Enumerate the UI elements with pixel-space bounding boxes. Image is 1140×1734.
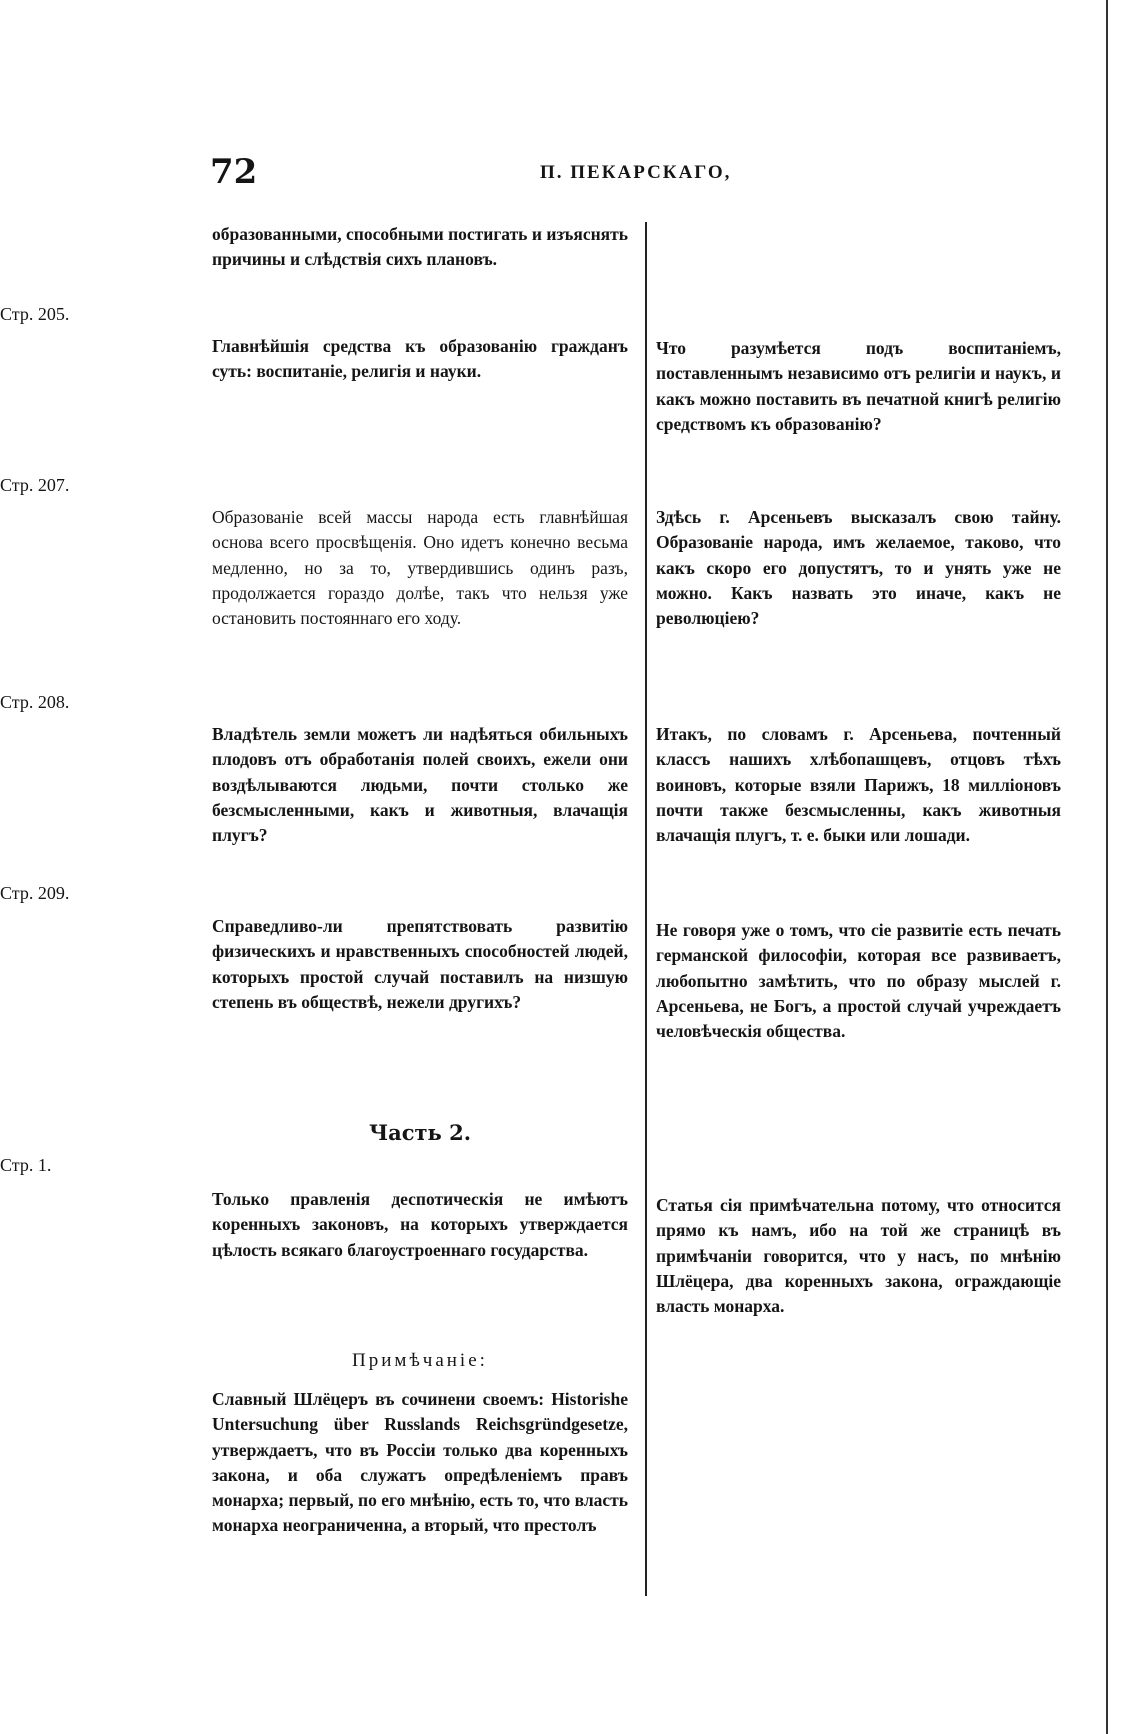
note-title: Примѣчаніе: [352, 1350, 488, 1371]
left-para-205-text: Главнѣйшія средства къ образованію гражданъ суть: воспитаніе, религія и науки. [212, 336, 628, 382]
left-para-207 [212, 505, 628, 631]
right-comment-209-text: Не говоря уже о томъ, что сіе развитіе есть печать германской философіи, которая все развиваетъ, любопытно замѣтить, что по образу мыслей г. Арсеньева, не Богъ, а простой случай учреждаетъ человѣческія общества. [656, 920, 1061, 1042]
left-note [212, 1387, 628, 1539]
ref-page-1: Стр. 1. [0, 1155, 52, 1175]
ref-page-209: Стр. 209. [0, 883, 70, 903]
column-divider [645, 222, 647, 1596]
left-para-208 [212, 722, 628, 848]
right-comment-205-text: Что разумѣется подъ воспитаніемъ, поставленнымъ независимо отъ религіи и наукъ, и какъ можно поставить въ печатной книгѣ религію средствомъ къ образованію? [656, 338, 1061, 434]
left-para-1 [212, 1187, 628, 1263]
ref-page-207: Стр. 207. [0, 475, 70, 495]
left-para-209-text: Справедливо-ли препятствовать развитію физическихъ и нравственныхъ способностей людей, которыхъ простой случай поставилъ на низшую степень въ обществѣ, нежели другихъ? [212, 916, 628, 1012]
right-comment-207-text: Здѣсь г. Арсеньевъ высказалъ свою тайну. Образованіе народа, имъ желаемое, таково, что какъ скоро его допустятъ, то и унять уже не можно. Какъ назвать это иначе, какъ не революціею? [656, 507, 1061, 629]
left-intro-text: образованными, способными постигать и изъяснять причины и слѣдствія сихъ плановъ. [212, 224, 628, 270]
left-para-208-text: Владѣтель земли можетъ ли надѣяться обильныхъ плодовъ отъ обработанія полей своихъ, ежели они воздѣлываются людьми, почти столько же безсмысленными, какъ и животныя, влачащія плугъ? [212, 724, 628, 846]
left-para-209 [212, 914, 628, 1015]
part-title: Часть 2. [368, 1120, 472, 1145]
right-comment-1 [656, 1193, 1061, 1319]
left-intro [212, 222, 628, 273]
page-number: 72 [210, 152, 258, 192]
page-header [210, 152, 1060, 202]
right-comment-207 [656, 505, 1061, 631]
left-para-205 [212, 334, 628, 385]
ref-page-205: Стр. 205. [0, 304, 70, 324]
right-comment-208-text: Итакъ, по словамъ г. Арсеньева, почтенный классъ нашихъ хлѣбопашцевъ, отцовъ тѣхъ воиновъ, которые взяли Парижъ, 18 милліоновъ почти также безсмысленны, какъ животныя влачащія плугъ, т. е. быки или лошади. [656, 724, 1061, 846]
left-para-207-text: Образованіе всей массы народа есть главнѣйшая основа всего просвѣщенія. Оно идетъ конечно весьма медленно, но за то, утвердившись одинъ разъ, продолжается гораздо долѣе, такъ что нельзя уже остановить постояннаго его ходу. [212, 507, 628, 629]
right-comment-205 [656, 336, 1061, 437]
left-note-text: Славный Шлёцеръ въ сочинени своемъ: Historishe Untersuchung über Russlands Reichsgründgesetze, утверждаетъ, что въ Россіи только два коренныхъ закона, и оба служатъ опредѣленіемъ правъ монарха; первый, по его мнѣнію, есть то, что власть монарха неограниченна, а вторый, что престолъ [212, 1389, 628, 1536]
right-comment-209 [656, 918, 1061, 1044]
ref-page-208: Стр. 208. [0, 692, 70, 712]
right-comment-1-text: Статья сія примѣчательна потому, что относится прямо къ намъ, ибо на той же страницѣ въ примѣчаніи говорится, что у насъ, по мнѣнію Шлёцера, два коренныхъ закона, ограждающіе власть монарха. [656, 1195, 1061, 1317]
running-head: П. ПЕКАРСКАГО, [540, 162, 732, 183]
right-comment-208 [656, 722, 1061, 848]
page-edge-line [1106, 0, 1108, 1734]
left-para-1-text: Только правленія деспотическія не имѣютъ коренныхъ законовъ, на которыхъ утверждается цѣлость всякаго благоустроеннаго государства. [212, 1189, 628, 1260]
